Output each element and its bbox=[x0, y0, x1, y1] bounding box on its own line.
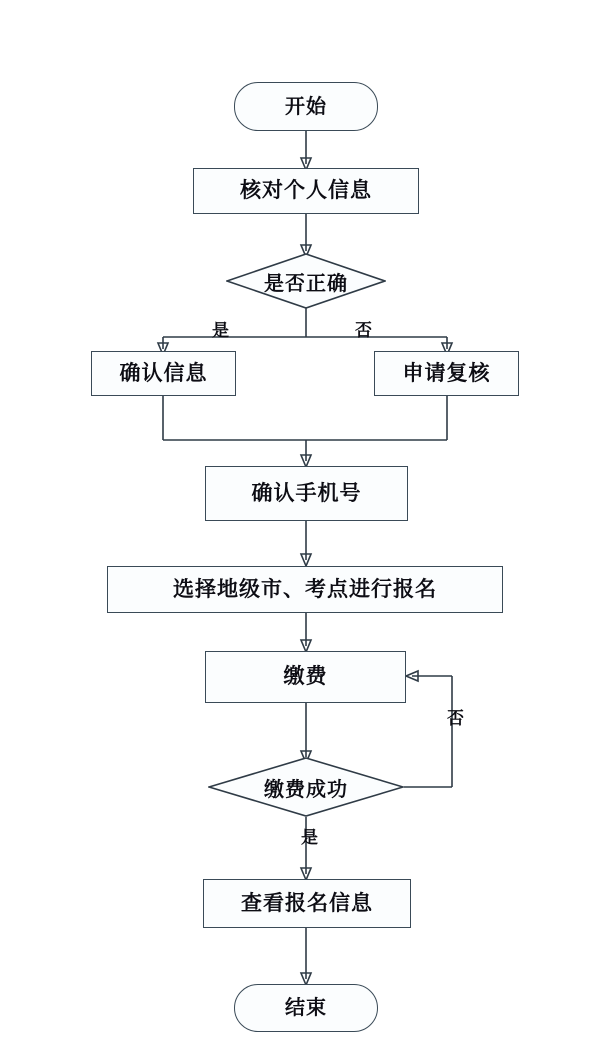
node-is-correct[interactable] bbox=[226, 253, 386, 309]
node-select-city-site[interactable] bbox=[107, 566, 503, 613]
node-confirm-phone[interactable] bbox=[205, 466, 408, 521]
node-check-personal-info[interactable] bbox=[193, 168, 419, 214]
node-payment[interactable] bbox=[205, 651, 406, 703]
node-payment-success[interactable] bbox=[208, 757, 404, 817]
node-start-label: 开始 bbox=[285, 95, 327, 118]
node-confirm-phone-label: 确认手机号 bbox=[251, 481, 362, 505]
edge-label-yes-down: 是 bbox=[298, 828, 317, 845]
node-view-registration[interactable] bbox=[203, 879, 411, 928]
node-apply-review[interactable] bbox=[374, 351, 519, 396]
node-check-personal-info-label: 核对个人信息 bbox=[240, 179, 372, 203]
node-view-registration-label: 查看报名信息 bbox=[241, 891, 373, 915]
node-start[interactable] bbox=[234, 82, 378, 131]
node-payment-success-label: 缴费成功 bbox=[264, 778, 348, 801]
edge-label-no-right: 否 bbox=[355, 321, 373, 340]
edge-label-yes-left: 是 bbox=[212, 321, 230, 340]
node-end[interactable] bbox=[234, 984, 378, 1032]
node-end-label: 结束 bbox=[285, 997, 327, 1019]
node-apply-review-label: 申请复核 bbox=[402, 361, 491, 385]
node-confirm-info-label: 确认信息 bbox=[119, 361, 208, 385]
node-payment-label: 缴费 bbox=[283, 665, 328, 689]
edge-label-no-loop: 否 bbox=[444, 709, 463, 726]
node-is-correct-label: 是否正确 bbox=[264, 272, 348, 295]
node-select-city-site-label: 选择地级市、考点进行报名 bbox=[173, 577, 437, 601]
node-confirm-info[interactable] bbox=[91, 351, 236, 396]
